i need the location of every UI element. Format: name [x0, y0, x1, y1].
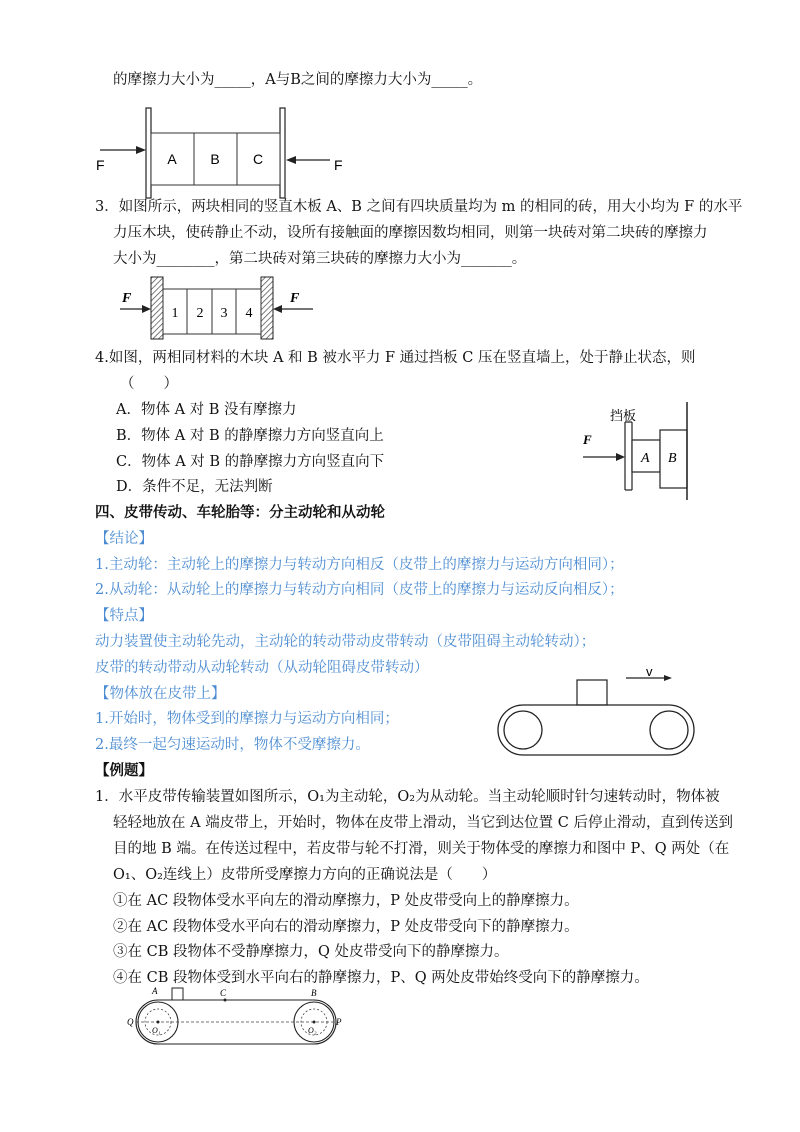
onbelt-item-2: 2.最终一起匀速运动时，物体不受摩擦力。	[95, 737, 370, 753]
q4-block-a: A	[641, 451, 650, 466]
q3-force-right: F	[290, 291, 300, 306]
belt-figure	[498, 664, 698, 758]
q3-line-1: 3．如图所示，两块相同的竖直木板 A、B 之间有四块质量均为 m 的相同的砖，用大小均为 F 的水平	[95, 199, 743, 215]
q4-board-label: 挡板	[610, 409, 637, 424]
feature-item-1: 动力装置使主动轮先动，主动轮的转动带动皮带转动（皮带阻碍主动轮转动）；	[95, 634, 596, 650]
q3-force-left: F	[122, 291, 132, 306]
example-fig-p: P	[336, 1017, 342, 1027]
example-fig-q: Q	[127, 1017, 134, 1027]
example-figure	[125, 985, 355, 1045]
conclusion-tag: 【结论】	[95, 531, 153, 547]
feature-tag: 【特点】	[95, 608, 153, 624]
example-tag: 【例题】	[95, 762, 153, 779]
q2-block-a: A	[167, 151, 177, 167]
feature-item-2: 皮带的转动带动从动轮转动（从动轮阻碍皮带转动）	[95, 660, 429, 676]
q3-line-3: 大小为________，第二块砖对第三块砖的摩擦力大小为_______。	[113, 251, 527, 267]
q3-brick-4: 4	[245, 306, 253, 321]
q4-option-b: B．物体 A 对 B 的静摩擦力方向竖直向上	[116, 428, 384, 444]
example-fig-a: A	[152, 986, 158, 996]
q4-option-d: D．条件不足，无法判断	[116, 479, 273, 495]
q3-brick-3: 3	[220, 306, 228, 321]
q4-stem-1: 4.如图，两相同材料的木块 A 和 B 被水平力 F 通过挡板 C 压在竖直墙上，处于静止状态，则	[95, 350, 696, 366]
q3-brick-1: 1	[171, 306, 179, 321]
onbelt-tag: 【物体放在皮带上】	[95, 686, 226, 702]
conclusion-item-1: 1.主动轮：主动轮上的摩擦力与转动方向相反（皮带上的摩擦力与运动方向相同）；	[95, 557, 624, 573]
q2-force-left: F	[96, 157, 105, 173]
example-choice-2: ②在 AC 段物体受水平向右的滑动摩擦力，P 处皮带受向下的静摩擦力。	[113, 919, 579, 935]
example-line-2: 轻轻地放在 A 端皮带上，开始时，物体在皮带上滑动，当它到达位置 C 后停止滑动，直到传送到	[113, 815, 733, 831]
example-line-3: 目的地 B 端。在传送过程中，若皮带与轮不打滑，则关于物体受的摩擦力和图中 P、Q 两处（在	[113, 841, 730, 857]
example-fig-c: C	[220, 988, 227, 998]
example-choice-4: ④在 CB 段物体受到水平向右的静摩擦力，P、Q 两处皮带始终受向下的静摩擦力。	[113, 970, 649, 986]
q4-block-b: B	[668, 451, 677, 466]
q3-line-2: 力压木块，使砖静止不动，设所有接触面的摩擦因数均相同，则第一块砖对第二块砖的摩擦力	[113, 225, 708, 241]
example-fig-o2: O₂	[308, 1026, 317, 1035]
q2-line: 的摩擦力大小为_____，A与B之间的摩擦力大小为_____。	[113, 72, 483, 88]
example-fig-b: B	[311, 988, 317, 998]
q4-option-c: C．物体 A 对 B 的静摩擦力方向竖直向下	[116, 454, 385, 470]
example-line-1: 1．水平皮带传输装置如图所示，O₁为主动轮，O₂为从动轮。当主动轮顺时针匀速转动时，物体被	[95, 789, 720, 805]
q2-block-b: B	[210, 151, 220, 167]
q2-figure	[90, 108, 370, 208]
example-line-4: O₁、O₂连线上）皮带所受摩擦力方向的正确说法是（ ）	[113, 867, 497, 883]
example-fig-o1: O₁	[152, 1026, 161, 1035]
q4-stem-2: （ ）	[120, 376, 178, 392]
onbelt-item-1: 1.开始时，物体受到的摩擦力与运动方向相同；	[95, 711, 399, 727]
example-choice-1: ①在 AC 段物体受水平向左的滑动摩擦力，P 处皮带受向上的静摩擦力。	[113, 893, 579, 909]
section-heading: 四、皮带传动、车轮胎等：分主动轮和从动轮	[95, 504, 385, 521]
q4-force: F	[583, 432, 592, 447]
example-choice-3: ③在 CB 段物体不受静摩擦力，Q 处皮带受向下的静摩擦力。	[113, 944, 509, 960]
q2-force-right: F	[334, 157, 343, 173]
q3-brick-2: 2	[196, 306, 204, 321]
q4-figure	[575, 400, 695, 500]
conclusion-item-2: 2.从动轮：从动轮上的摩擦力与转动方向相同（皮带上的摩擦力与运动反向相反）；	[95, 582, 624, 598]
belt-velocity-label: v	[646, 664, 653, 679]
q4-option-a: A．物体 A 对 B 没有摩擦力	[116, 402, 297, 418]
q2-block-c: C	[252, 151, 264, 167]
q3-figure	[118, 277, 328, 342]
